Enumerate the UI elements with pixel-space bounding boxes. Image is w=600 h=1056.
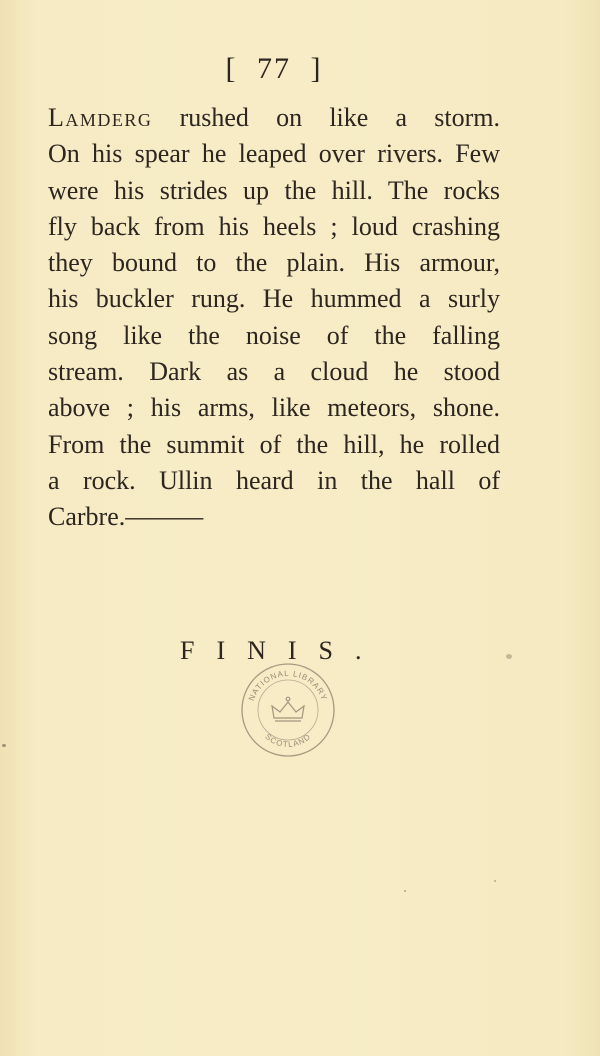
crown-icon — [272, 697, 304, 721]
page-number: [ 77 ] — [225, 52, 323, 85]
text-line-12: Carbre.——— — [48, 502, 204, 532]
text-line-11: a rock. Ullin heard in the hall of — [48, 465, 500, 495]
paper-speck — [506, 654, 512, 659]
text-line-3: were his strides up the hill. The rocks — [48, 175, 500, 205]
text-line-4: fly back from his heels ; loud crashing — [48, 211, 500, 241]
library-stamp — [238, 660, 338, 760]
text-line-9: above ; his arms, like meteors, shone. — [48, 393, 500, 423]
text-line-8: stream. Dark as a cloud he stood — [48, 357, 500, 387]
text-line-1 — [48, 100, 500, 136]
paper-speck — [404, 890, 406, 892]
text-line-7: song like the noise of the falling — [48, 320, 500, 350]
text-line-10: From the summit of the hill, he rolled — [48, 429, 500, 459]
passage-text — [48, 100, 500, 536]
text-line-1-rest: rushed on like a storm. — [152, 103, 500, 132]
stamp-text-top: NATIONAL LIBRARY — [246, 668, 330, 703]
svg-text:SCOTLAND — [263, 732, 312, 749]
finis-colophon: FINIS. — [180, 636, 384, 665]
text-line-5: they bound to the plain. His armour, — [48, 248, 500, 278]
text-line-2: On his spear he leaped over rivers. Few — [48, 139, 500, 169]
stamp-text-bottom: SCOTLAND — [263, 731, 313, 750]
text-line-6: his buckler rung. He hummed a surly — [48, 284, 500, 314]
first-word: Lamderg — [48, 103, 153, 132]
paper-speck — [494, 880, 496, 882]
paper-speck — [2, 744, 6, 747]
